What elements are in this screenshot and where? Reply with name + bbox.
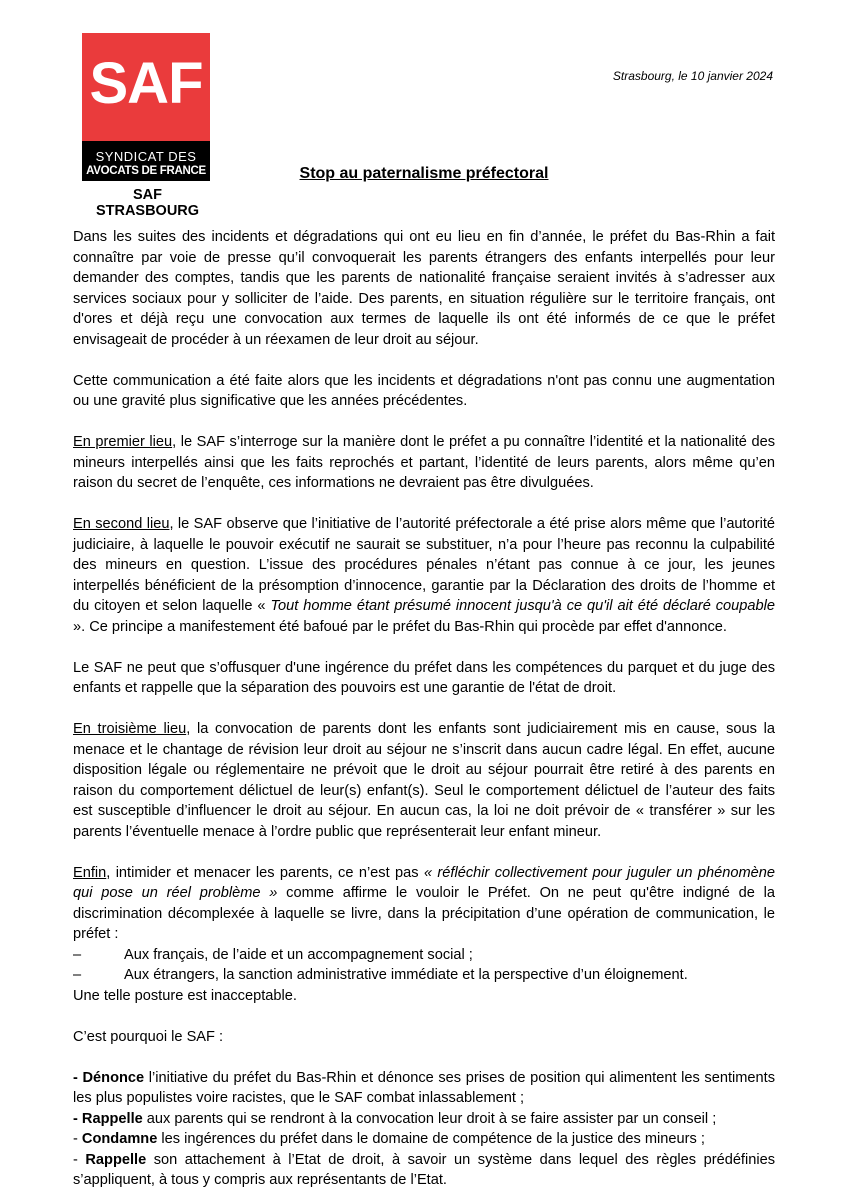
action-prefix: -: [73, 1131, 82, 1147]
paragraph-5: Le SAF ne peut que s’offusquer d'une ingérence du préfet dans les compétences du parquet et du juge des enfants et rappelle que la séparation des pouvoirs est une garantie de l'état de droit.: [73, 659, 775, 696]
action-prefix: -: [73, 1151, 86, 1168]
lead-second-lieu: En second lieu: [73, 516, 170, 532]
ddhc-quote: Tout homme étant présumé innocent jusqu'à ce qu'il ait été déclaré coupable: [270, 598, 775, 614]
dash-bullet: –: [73, 946, 82, 963]
action-rappelle-etat: [73, 1150, 775, 1191]
dateline: Strasbourg, le 10 janvier 2024: [612, 69, 773, 83]
list-item: [73, 965, 775, 986]
paragraph-4: [73, 514, 775, 637]
prefect-quote: « réfléchir collectivement pour juguler un phénomène qui pose un réel problème »: [73, 864, 775, 901]
paragraph-6-text: , la convocation de parents dont les enfants sont judiciairement mis en cause, sous la menace et le chantage de révision leur droit au séjour ne s’inscrit dans aucun cadre légal. En effet, aucune disposition légale ou réglementaire ne prévoit que le droit au séjour pourrait être retiré à des parents en raison du comportement délictuel de leur(s) enfant(s). Seul le comportement délictuel de l’auteur des faits est susceptible d’influencer le droit au séjour. En aucun cas, la loi ne doit prévoir de « transférer » sur les parents l’éventuelle menace à l’ordre public que représenterait leur enfant mineur.: [73, 721, 775, 840]
paragraph-7-text-b: comme affirme le vouloir le Préfet. On ne peut qu'être indigné de la discrimination décomplexée à laquelle se livre, dans la précipitation d’une opération de communication, le préfet :: [73, 885, 776, 942]
list-item-text: Aux étrangers, la sanction administrative immédiate et la perspective d’un éloignement.: [124, 967, 688, 983]
action-verb: Rappelle: [81, 1110, 143, 1127]
action-text: l’initiative du préfet du Bas-Rhin et dénonce ses prises de position qui alimentent les sentiments les plus populistes voire racistes, que le SAF combat inlassablement ;: [73, 1069, 775, 1106]
paragraph-3-text: , le SAF s’interroge sur la manière dont le préfet a pu connaître l’identité et la nationalité des mineurs interpellés ainsi que les faits reprochés et partant, l’identité de leurs parents, alors même qu’en raison du secret de l’enquête, ces informations ne devraient pas être divulguées.: [73, 434, 775, 491]
action-verb: Dénonce: [82, 1069, 145, 1086]
document-body: [73, 227, 775, 1191]
paragraph-7-text-a: , intimider et menacer les parents, ce n’est pas: [106, 864, 424, 881]
lead-troisieme-lieu: En troisième lieu: [73, 721, 187, 737]
action-rappelle-conseil: [73, 1109, 775, 1130]
logo-line1: SYNDICAT DES: [95, 149, 197, 164]
title-text: Stop au paternalisme préfectoral: [299, 165, 549, 182]
lead-premier-lieu: En premier lieu: [73, 434, 173, 450]
action-verb: Rappelle: [85, 1151, 147, 1168]
saf-logo: [82, 33, 210, 181]
logo-line2: AVOCATS DE FRANCE: [86, 165, 206, 177]
dash-bullet: –: [73, 967, 82, 983]
paragraph-8: C’est pourquoi le SAF :: [73, 1028, 224, 1045]
lead-enfin: Enfin: [73, 864, 107, 881]
paragraph-1: Dans les suites des incidents et dégradations qui ont eu lieu en fin d’année, le préfet du Bas-Rhin a fait connaître par voie de presse qu’il convoquerait les parents étrangers des enfants interpellés pour leur demander des comptes, tandis que les parents de nationalité française seraient invités à s’adresser aux services sociaux pour y solliciter de l’aide. Des parents, en situation régulière sur le territoire français, ont d'ores et déjà reçu une convocation aux termes de laquelle ils ont été informés de ce que le préfet envisageait de procéder à un réexamen de leur droit au séjour.: [73, 229, 775, 348]
paragraph-4-text-b: ». Ce principe a manifestement été bafoué par le préfet du Bas-Rhin qui procède par effet d'annonce.: [73, 618, 727, 635]
action-prefix: -: [73, 1069, 83, 1086]
paragraph-4-text-a: , le SAF observe que l’initiative de l’autorité préfectorale a été prise alors même que l’autorité judiciaire, à laquelle le pouvoir exécutif ne saurait se substituer, n’a pour l’heure pas reconnu la culpabilité des mineurs en question. L’issue des procédures pénales n’étant pas connue à ce jour, les jeunes interpellés bénéficient de la présomption d’innocence, garantie par la Déclaration des droits de l’homme et du citoyen et selon laquelle «: [73, 516, 775, 614]
action-denonce: [73, 1068, 775, 1109]
action-condamne: [73, 1129, 775, 1150]
paragraph-7-end: Une telle posture est inacceptable.: [73, 987, 297, 1004]
list-item-text: Aux français, de l’aide et un accompagnement social ;: [124, 946, 473, 963]
logo-main-text: SAF: [89, 51, 203, 116]
paragraph-6: [73, 719, 775, 842]
action-verb: Condamne: [81, 1131, 158, 1147]
list-item: [73, 945, 775, 966]
action-text: les ingérences du préfet dans le domaine de compétence de la justice des mineurs ;: [157, 1131, 705, 1147]
action-text: aux parents qui se rendront à la convocation leur droit à se faire assister par un conseil ;: [142, 1110, 717, 1127]
action-prefix: -: [73, 1110, 82, 1127]
paragraph-2: Cette communication a été faite alors que les incidents et dégradations n'ont pas connu une augmentation ou une gravité plus significative que les années précédentes.: [73, 372, 775, 409]
paragraph-3: [73, 432, 775, 494]
action-text: son attachement à l’Etat de droit, à savoir un système dans lequel des règles prédéfinies s’appliquent, à tous y compris aux représentants de l’Etat.: [73, 1151, 776, 1188]
org-name: SAF STRASBOURG: [95, 187, 200, 219]
page-title: [0, 165, 848, 183]
paragraph-7: [73, 863, 775, 945]
